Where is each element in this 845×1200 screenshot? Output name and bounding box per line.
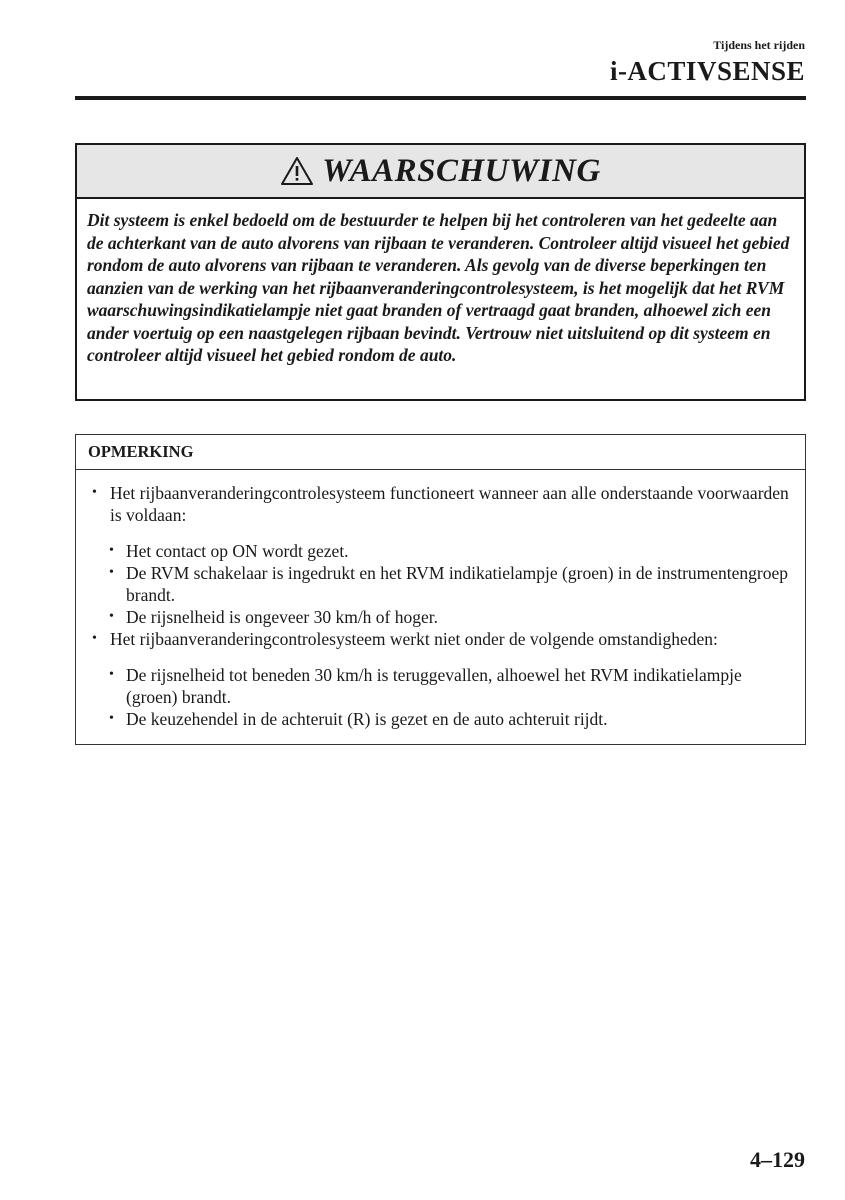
bullet-dot: • [109,543,114,558]
list-subitem: • De RVM schakelaar is ingedrukt en het RVM indikatielampje (groen) in de instrumentengroep brandt. [109,563,789,605]
warning-box [75,143,806,401]
page-number: 4–129 [750,1147,805,1172]
list-item: • Het rijbaanveranderingcontrolesysteem werkt niet onder de volgende omstandigheden: [92,629,718,649]
header-section-title: Tijdens het rijden [713,38,805,52]
list-item: • Het rijbaanveranderingcontrolesysteem functioneert wanneer aan alle onderstaande voorwaarden is voldaan: [92,483,789,525]
bullet-dot: • [92,485,97,500]
warning-body: Dit systeem is enkel bedoeld om de bestuurder te helpen bij het controleren van het gedeelte aan de achterkant van de auto alvorens van rijbaan te veranderen. Controleer altijd visueel het gebied rondom de auto alvorens van rijbaan te veranderen. Als gevolg van de diverse beperkingen ten aanzien van de werking van het rijbaanveranderingcontrolesysteem, is het mogelijk dat het RVM waarschuwingsindikatielampje niet gaat branden of vertraagd gaat branden, alhoewel zich een ander voertuig op een naastgelegen rijbaan bevindt. Vertrouw niet uitsluitend op dit systeem en controleer altijd visueel het gebied rondom de auto. [87,210,790,365]
bullet-dot: • [92,631,97,646]
list-subitem: • De rijsnelheid is ongeveer 30 km/h of hoger. [109,607,439,627]
list-subitem: • Het contact op ON wordt gezet. [109,541,349,561]
note-body [76,470,805,730]
list-subitem: • De rijsnelheid tot beneden 30 km/h is teruggevallen, alhoewel het RVM indikatielampje (groen) brandt. [109,665,742,707]
note-title: OPMERKING [76,435,805,470]
warning-title: WAARSCHUWING [322,152,601,189]
bullet-dot: • [109,609,114,624]
bullet-dot: • [109,565,114,580]
bullet-dot: • [109,667,114,682]
header-chapter-title: i-ACTIVSENSE [609,56,805,86]
list-subitem: • De keuzehendel in de achteruit (R) is gezet en de auto achteruit rijdt. [109,709,608,729]
warning-triangle-icon [280,156,314,186]
note-box [75,434,806,745]
header-rule [75,96,806,100]
warning-title-bar [77,145,804,199]
bullet-dot: • [109,711,114,726]
